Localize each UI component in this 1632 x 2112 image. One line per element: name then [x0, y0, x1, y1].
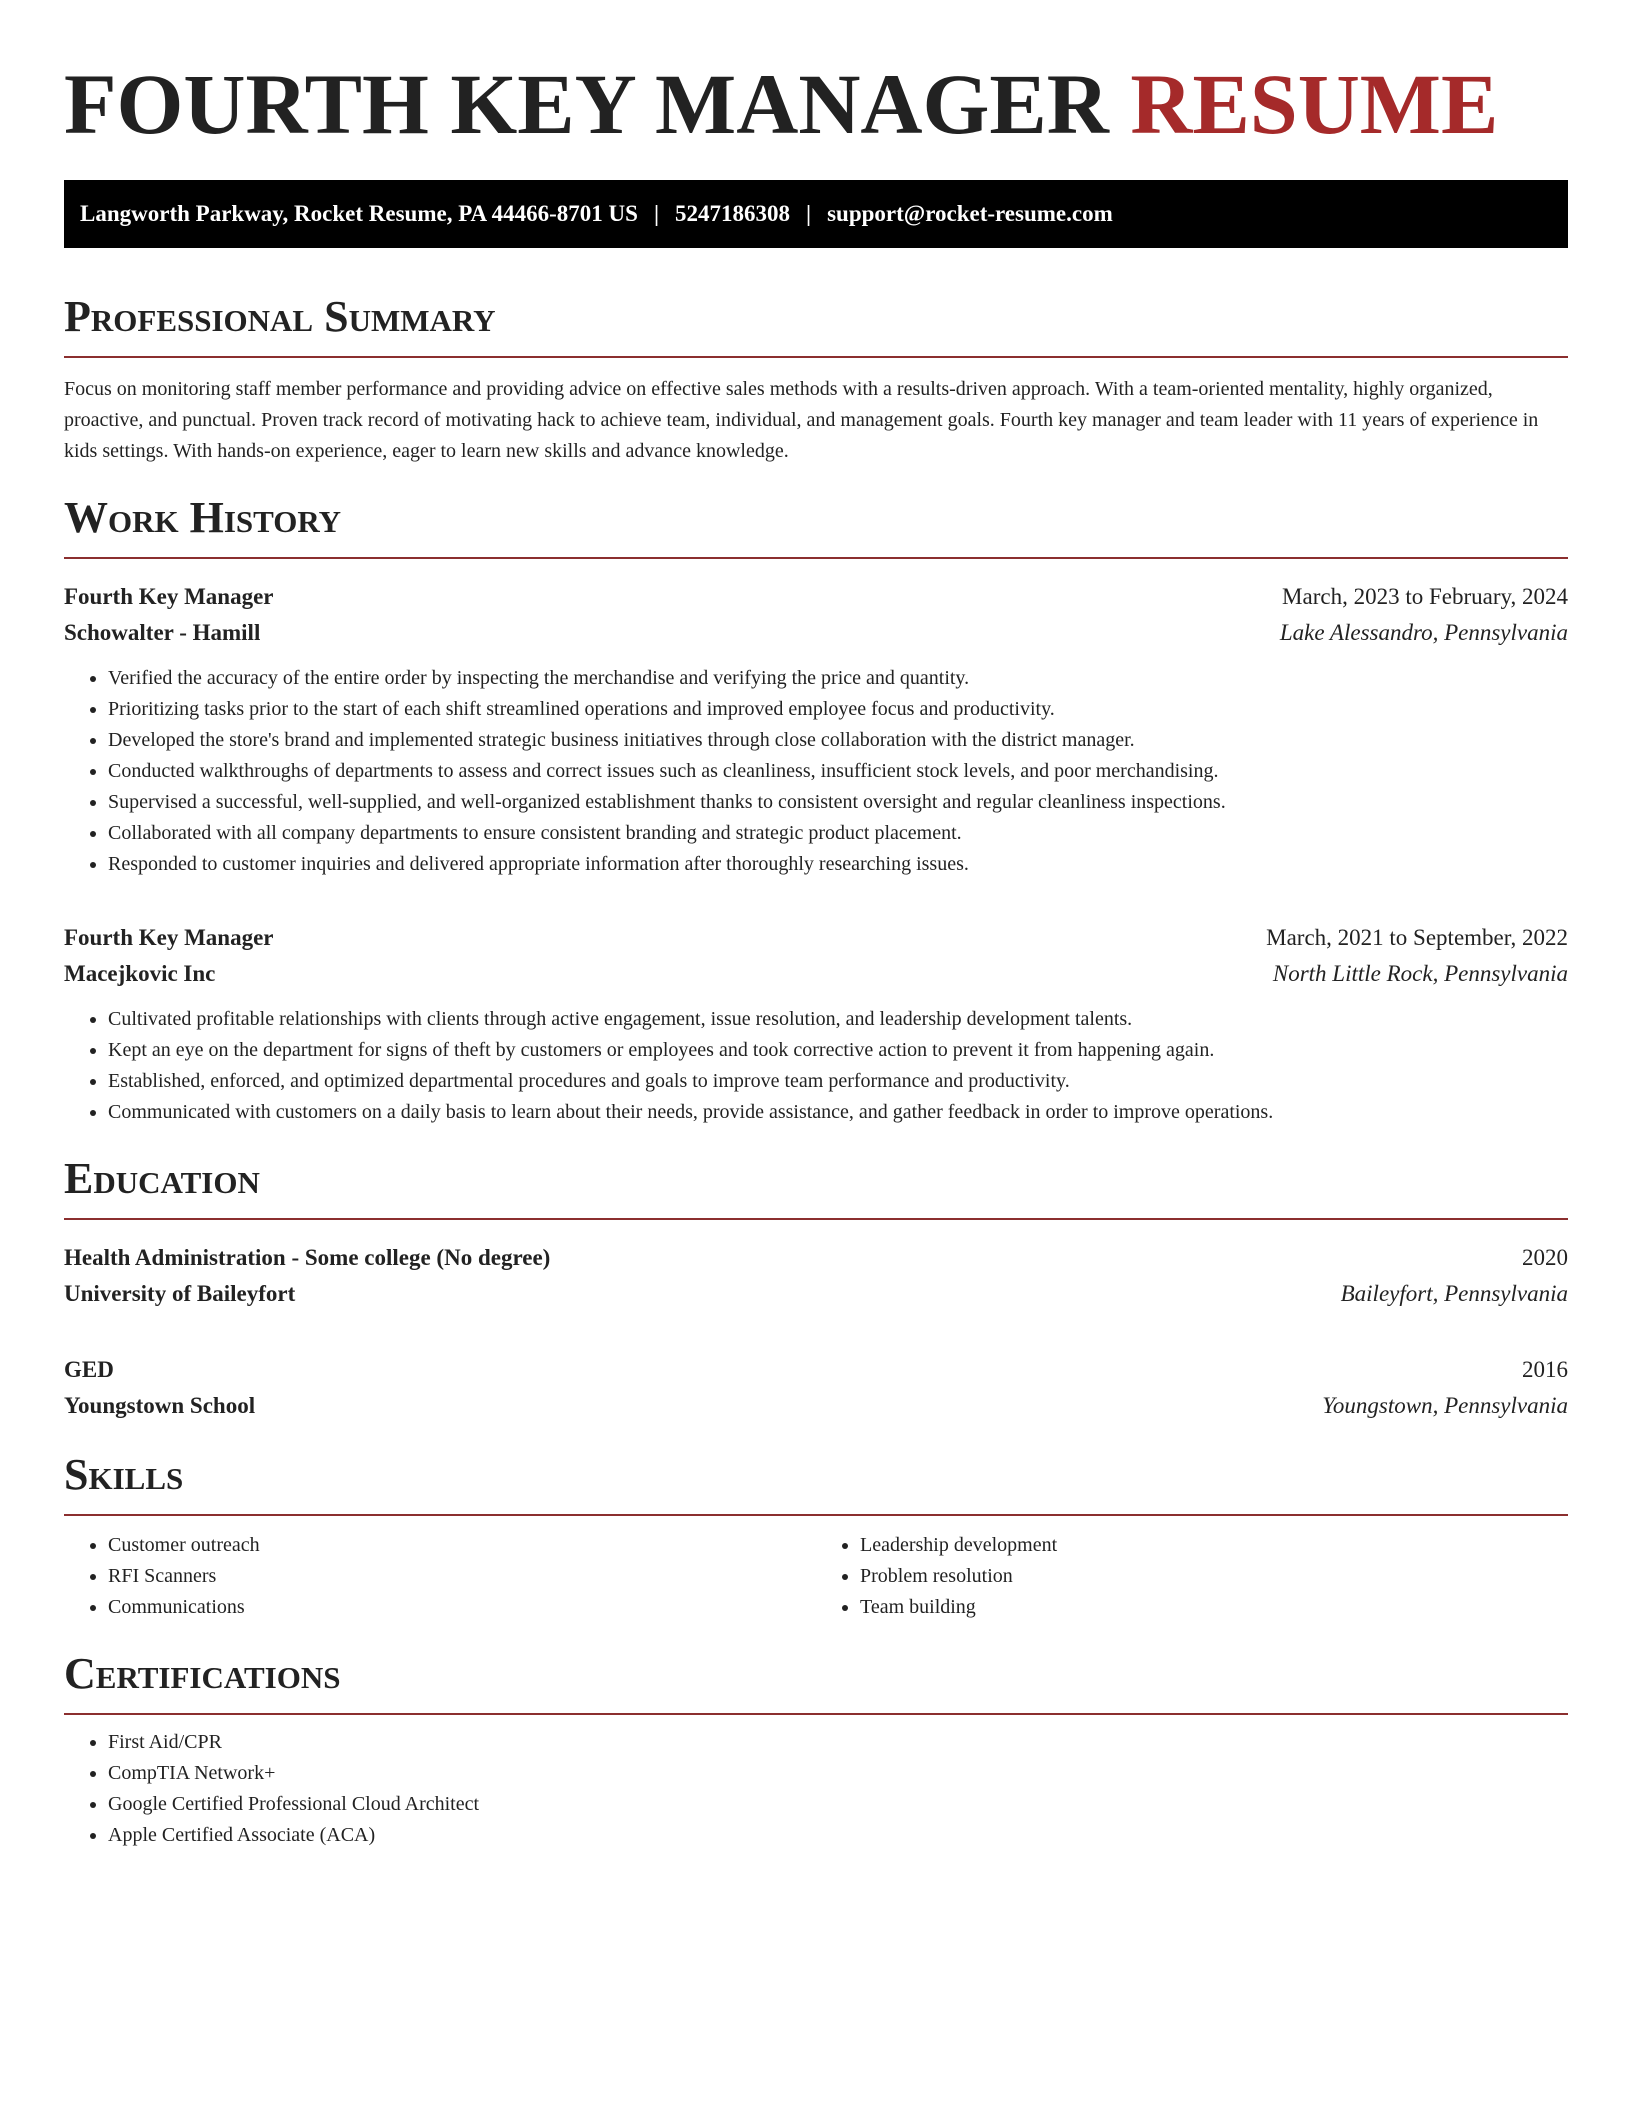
- certification-item: • Apple Certified Associate (ACA): [108, 1820, 1568, 1851]
- work-history-section: [64, 493, 1568, 1128]
- job-duty: • Kept an eye on the department for signs of theft by customers or employees and took corrective action to prevent it from happening again.: [108, 1035, 1568, 1066]
- education-school-row: [64, 1388, 1568, 1424]
- section-divider: [64, 1218, 1568, 1220]
- section-title: Education: [64, 1154, 260, 1203]
- skill-item: • Customer outreach: [108, 1530, 816, 1561]
- job-entry: [64, 579, 1568, 880]
- job-duty: • Cultivated profitable relationships with clients through active engagement, issue resolution, and leadership development talents.: [108, 1004, 1568, 1035]
- contact-bar: [64, 180, 1568, 248]
- job-company: Macejkovic Inc: [64, 961, 216, 986]
- skill-item: • RFI Scanners: [108, 1561, 816, 1592]
- contact-separator: |: [806, 201, 812, 226]
- job-header-row: [64, 920, 1568, 956]
- resume-title-main: FOURTH KEY MANAGER: [64, 56, 1109, 152]
- skills-section: [64, 1450, 1568, 1623]
- contact-email: support@rocket-resume.com: [827, 201, 1113, 226]
- job-duty: • Developed the store's brand and implemented strategic business initiatives through close collaboration with the district manager.: [108, 725, 1568, 756]
- education-entry: [64, 1240, 1568, 1312]
- certifications-section: [64, 1649, 1568, 1851]
- job-company: Schowalter - Hamill: [64, 620, 261, 645]
- summary-text: Focus on monitoring staff member performance and providing advice on effective sales methods with a results-driven approach. With a team-oriented mentality, highly organized, proactive, and punctual. Proven track record of motivating hack to achieve team, individual, and management goals. Fourth key manager and team leader with 11 years of experience in kids settings. With hands-on experience, eager to learn new skills and advance knowledge.: [64, 378, 1539, 462]
- job-duty: • Collaborated with all company departments to ensure consistent branding and strategic product placement.: [108, 818, 1568, 849]
- skill-item: • Team building: [860, 1592, 1568, 1623]
- education-degree-row: [64, 1352, 1568, 1388]
- education-entry: [64, 1352, 1568, 1424]
- job-header-row: [64, 579, 1568, 615]
- skills-list-right: [816, 1530, 1568, 1623]
- education-school-row: [64, 1276, 1568, 1312]
- section-title: Work History: [64, 493, 342, 542]
- job-company-row: [64, 615, 1568, 651]
- job-location: North Little Rock, Pennsylvania: [1272, 961, 1568, 986]
- skills-list-left: [64, 1530, 816, 1623]
- certification-item: • Google Certified Professional Cloud Architect: [108, 1789, 1568, 1820]
- education-year: 2020: [1522, 1245, 1568, 1270]
- job-duty: • Supervised a successful, well-supplied, and well-organized establishment thanks to consistent oversight and regular cleanliness inspections.: [108, 787, 1568, 818]
- skills-columns: [64, 1530, 1568, 1623]
- education-degree: Health Administration - Some college (No degree): [64, 1245, 551, 1270]
- section-divider: [64, 1514, 1568, 1516]
- job-duty: • Communicated with customers on a daily basis to learn about their needs, provide assistance, and gather feedback in order to improve operations.: [108, 1097, 1568, 1128]
- job-duties-list: [64, 663, 1568, 880]
- skill-item: • Leadership development: [860, 1530, 1568, 1561]
- section-title: Certifications: [64, 1649, 341, 1698]
- contact-phone: 5247186308: [675, 201, 791, 226]
- education-location: Baileyfort, Pennsylvania: [1340, 1281, 1568, 1306]
- education-year: 2016: [1522, 1357, 1568, 1382]
- education-school: University of Baileyfort: [64, 1281, 296, 1306]
- job-duty: • Prioritizing tasks prior to the start of each shift streamlined operations and improved employee focus and productivity.: [108, 694, 1568, 725]
- job-dates: March, 2023 to February, 2024: [1282, 584, 1568, 609]
- skill-item: • Communications: [108, 1592, 816, 1623]
- education-location: Youngstown, Pennsylvania: [1322, 1393, 1568, 1418]
- summary-section: [64, 292, 1568, 467]
- section-title: Professional Summary: [64, 292, 496, 341]
- education-degree: GED: [64, 1357, 114, 1382]
- section-divider: [64, 356, 1568, 358]
- job-duty: • Established, enforced, and optimized departmental procedures and goals to improve team performance and productivity.: [108, 1066, 1568, 1097]
- section-divider: [64, 557, 1568, 559]
- job-duty: • Conducted walkthroughs of departments to assess and correct issues such as cleanliness, insufficient stock levels, and poor merchandising.: [108, 756, 1568, 787]
- education-degree-row: [64, 1240, 1568, 1276]
- job-duty: • Verified the accuracy of the entire order by inspecting the merchandise and verifying the price and quantity.: [108, 663, 1568, 694]
- job-dates: March, 2021 to September, 2022: [1266, 925, 1568, 950]
- job-duty: • Responded to customer inquiries and delivered appropriate information after thoroughly researching issues.: [108, 849, 1568, 880]
- job-role: Fourth Key Manager: [64, 925, 274, 950]
- job-role: Fourth Key Manager: [64, 584, 274, 609]
- job-duties-list: [64, 1004, 1568, 1128]
- certification-item: • CompTIA Network+: [108, 1758, 1568, 1789]
- certifications-list: [64, 1727, 1568, 1851]
- resume-title: [64, 56, 1568, 152]
- job-location: Lake Alessandro, Pennsylvania: [1279, 620, 1568, 645]
- skill-item: • Problem resolution: [860, 1561, 1568, 1592]
- contact-address: Langworth Parkway, Rocket Resume, PA 44466-8701 US: [80, 201, 638, 226]
- section-title: Skills: [64, 1450, 184, 1499]
- contact-separator: |: [653, 201, 660, 226]
- certification-item: • First Aid/CPR: [108, 1727, 1568, 1758]
- job-company-row: [64, 956, 1568, 992]
- education-section: [64, 1154, 1568, 1424]
- resume-title-accent: RESUME: [1130, 56, 1499, 152]
- job-entry: [64, 920, 1568, 1128]
- section-divider: [64, 1713, 1568, 1715]
- education-school: Youngstown School: [64, 1393, 256, 1418]
